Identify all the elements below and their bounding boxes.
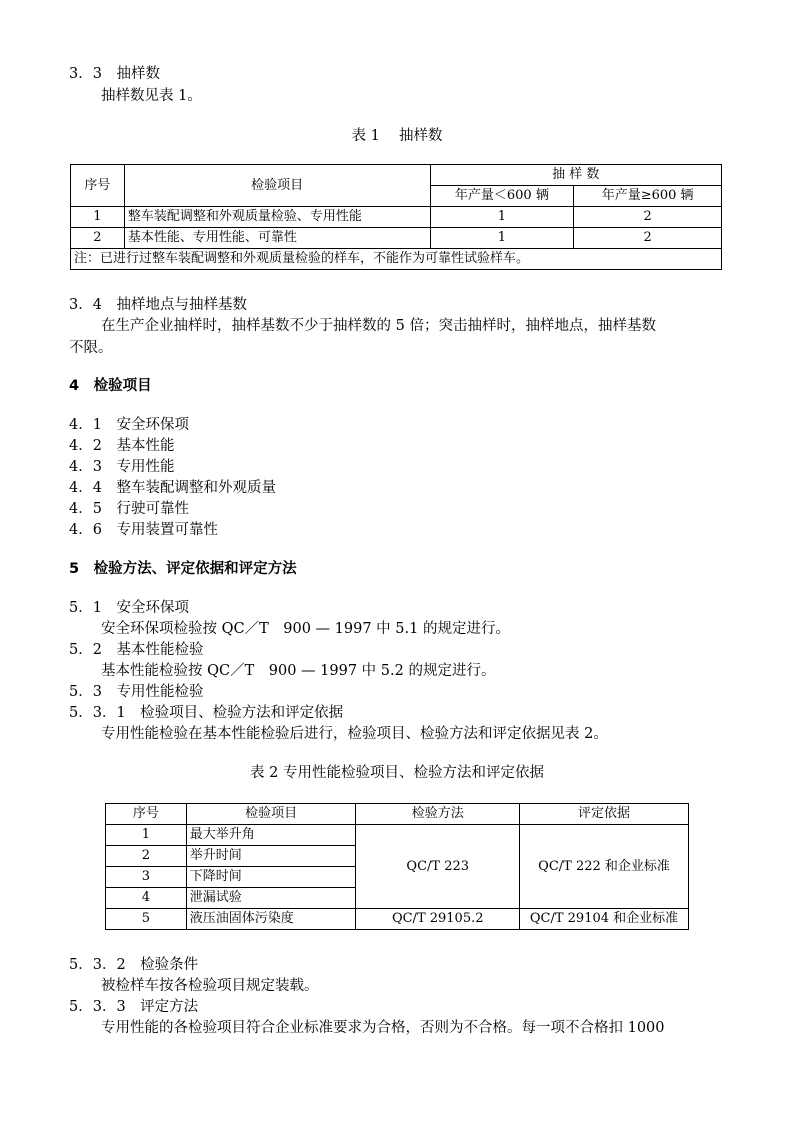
table1-caption: 表 1 抽样数 <box>351 128 443 144</box>
section-5-3-1-heading: 5．3．1 检验项目、检验方法和评定依据 <box>69 705 344 721</box>
table2-cell-no: 1 <box>106 825 187 846</box>
table1-note: 注：已进行过整车装配调整和外观质量检验的样车，不能作为可靠性试验样车。 <box>71 249 722 270</box>
section-3-3-text: 抽样数见表 1。 <box>101 88 202 104</box>
section-3-4-text-line1: 在生产企业抽样时，抽样基数不少于抽样数的 5 倍；突击抽样时，抽样地点，抽样基数 <box>101 318 656 334</box>
section-5-1-text: 安全环保项检验按 QC／T 900 — 1997 中 5.1 的规定进行。 <box>101 621 510 637</box>
section-5-3-3-heading: 5．3．3 评定方法 <box>69 999 199 1015</box>
section-5-1-heading: 5．1 安全环保项 <box>69 600 189 616</box>
table1-cell-no: 2 <box>71 228 125 249</box>
table2-cell-item: 最大举升角 <box>186 825 356 846</box>
table2-cell-no: 3 <box>106 867 187 888</box>
table1-cell-no: 1 <box>71 207 125 228</box>
table2-cell-item: 举升时间 <box>186 846 356 867</box>
table-row <box>106 909 689 930</box>
table2 <box>105 803 689 930</box>
table2-cell-method: QC/T 29105.2 <box>356 909 520 930</box>
table2-cell-no: 4 <box>106 888 187 909</box>
table2-header-item: 检验项目 <box>186 804 356 825</box>
section-3-4-text-line2: 不限。 <box>69 340 113 356</box>
table2-cell-basis: QC/T 222 和企业标准 <box>520 825 689 909</box>
section-5-3-3-text: 专用性能的各检验项目符合企业标准要求为合格，否则为不合格。每一项不合格扣 1000 <box>101 1020 665 1036</box>
section-5-2-text: 基本性能检验按 QC／T 900 — 1997 中 5.2 的规定进行。 <box>101 663 496 679</box>
section-4-heading: 4 检验项目 <box>69 378 152 394</box>
table2-header-no: 序号 <box>106 804 187 825</box>
table2-header-method: 检验方法 <box>356 804 520 825</box>
section-5-heading: 5 检验方法、评定依据和评定方法 <box>69 561 297 577</box>
table1-header-ge600: 年产量≥600 辆 <box>574 186 722 207</box>
table1-cell-item: 基本性能、专用性能、可靠性 <box>124 228 430 249</box>
section-3-4-heading: 3．4 抽样地点与抽样基数 <box>69 297 247 313</box>
table1-header-sample: 抽 样 数 <box>430 165 722 186</box>
table2-cell-item: 下降时间 <box>186 867 356 888</box>
table-row <box>71 207 722 228</box>
table1 <box>70 164 722 270</box>
section-5-3-2-heading: 5．3．2 检验条件 <box>69 957 199 973</box>
section-4-item: 4．3 专用性能 <box>69 459 175 475</box>
table1-cell-a: 1 <box>430 207 574 228</box>
section-5-3-1-text: 专用性能检验在基本性能检验后进行，检验项目、检验方法和评定依据见表 2。 <box>101 726 608 742</box>
table2-cell-no: 5 <box>106 909 187 930</box>
section-4-item: 4．4 整车装配调整和外观质量 <box>69 480 276 496</box>
table2-cell-basis: QC/T 29104 和企业标准 <box>520 909 689 930</box>
section-5-3-2-text: 被检样车按各检验项目规定装载。 <box>101 978 319 994</box>
table1-header-no: 序号 <box>71 165 125 207</box>
table-row <box>106 825 689 846</box>
table2-cell-item: 泄漏试验 <box>186 888 356 909</box>
table2-header-basis: 评定依据 <box>520 804 689 825</box>
table2-cell-method: QC/T 223 <box>356 825 520 909</box>
section-5-3-heading: 5．3 专用性能检验 <box>69 684 204 700</box>
table1-cell-item: 整车装配调整和外观质量检验、专用性能 <box>124 207 430 228</box>
section-3-3-heading: 3．3 抽样数 <box>69 66 160 82</box>
section-5-2-heading: 5．2 基本性能检验 <box>69 642 204 658</box>
table1-cell-b: 2 <box>574 207 722 228</box>
table1-header-lt600: 年产量＜600 辆 <box>430 186 574 207</box>
table1-cell-b: 2 <box>574 228 722 249</box>
table-row <box>71 228 722 249</box>
section-4-item: 4．2 基本性能 <box>69 438 175 454</box>
section-4-item: 4．6 专用装置可靠性 <box>69 522 218 538</box>
table1-header-item: 检验项目 <box>124 165 430 207</box>
table2-cell-no: 2 <box>106 846 187 867</box>
table2-cell-item: 液压油固体污染度 <box>186 909 356 930</box>
table2-caption: 表 2 专用性能检验项目、检验方法和评定依据 <box>250 765 544 781</box>
table1-cell-a: 1 <box>430 228 574 249</box>
section-4-item: 4．1 安全环保项 <box>69 417 189 433</box>
section-4-item: 4．5 行驶可靠性 <box>69 501 189 517</box>
